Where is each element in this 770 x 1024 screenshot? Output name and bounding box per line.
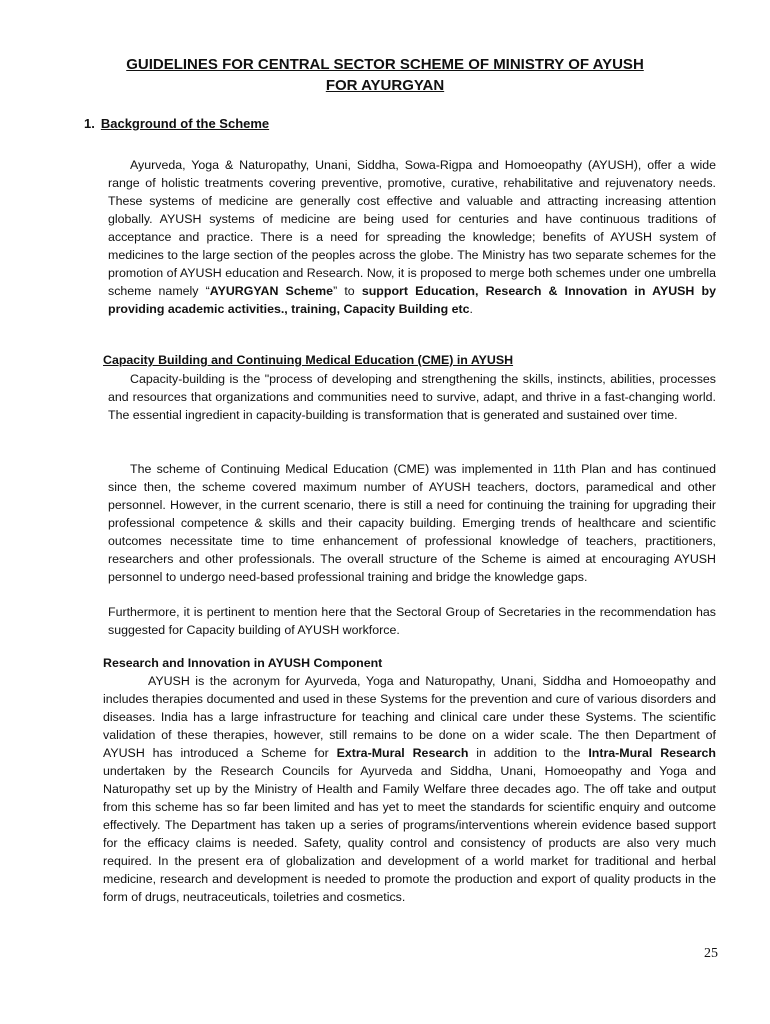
scheme-purpose: support Education, Research & Innovation in AYUSH by providing academic activities., training, Capacity Building etc	[108, 284, 716, 316]
page-number: 25	[704, 946, 718, 961]
cme-paragraph-1: Capacity-building is the "process of developing and strengthening the skills, instincts, abilities, processes and resources that organizations and communities need to survive, adapt, and thrive in a fast-changing world. The essential ingredient in capacity-building is transformation that is generated and sustained over time.	[108, 372, 716, 422]
cme-heading: Capacity Building and Continuing Medical Education (CME) in AYUSH	[103, 353, 514, 367]
cme-paragraph-3: Furthermore, it is pertinent to mention here that the Sectoral Group of Secretaries in the recommendation has suggested for Capacity building of AYUSH workforce.	[108, 605, 716, 637]
scheme-name: AYURGYAN Scheme	[209, 284, 334, 298]
cme-paragraph-2: The scheme of Continuing Medical Education (CME) was implemented in 11th Plan and has continued since then, the scheme covered maximum number of AYUSH teachers, doctors, paramedical and other personnel. However, in the current scenario, there is still a need for continuing the training for upgrading their professional competence & skills and their capacity building. Emerging trends of healthcare and scientific outcomes necessitate time to time enhancement of professional knowledge of teachers, practitioners, researchers and other professionals. The overall structure of the Scheme is aimed at encouraging AYUSH personnel to undergo need-based professional training and bridge the knowledge gaps.	[108, 462, 716, 584]
extra-mural-research: Extra-Mural Research	[336, 746, 469, 760]
intra-mural-research: Intra-Mural Research	[588, 746, 716, 760]
section-heading-text: Background of the Scheme	[100, 116, 270, 131]
section-number: 1.	[84, 116, 95, 131]
research-paragraph: AYUSH is the acronym for Ayurveda, Yoga and Naturopathy, Unani, Siddha and Homoeopathy and includes therapies documented and used in these Systems for the prevention and cure of various disorders and diseases. India has a large infrastructure for teaching and clinical care under these Systems. The scientific validation of these therapies, however, still remains to be done on a wider scale. The then Department of AYUSH has introduced a Scheme for Extra-Mural Research in addition to the Intra-Mural Research undertaken by the Research Councils for Ayurveda and Siddha, Unani, Homoeopathy and Yoga and Naturopathy set up by the Ministry of Health and Family Welfare three decades ago. The off take and output from this scheme has so far been limited and has yet to meet the standards for scientific enquiry and outcome effectively. The Department has taken up a series of programs/interventions wherein evidence based support for the efficacy claims is needed. Safety, quality control and consistency of products are also very much required. In the present era of globalization and development of a world market for traditional and herbal medicine, research and development is needed to promote the production and export of quality products in the form of drugs, neutraceuticals, toiletries and cosmetics.	[103, 674, 716, 904]
title-line-1: GUIDELINES FOR CENTRAL SECTOR SCHEME OF MINISTRY OF AYUSH	[126, 56, 644, 73]
background-paragraph: Ayurveda, Yoga & Naturopathy, Unani, Siddha, Sowa-Rigpa and Homoeopathy (AYUSH), offer a wide range of holistic treatments covering preventive, promotive, curative, rehabilitative and rejuvenatory needs. These systems of medicine are generally cost effective and valuable and attracting increasing attention globally. AYUSH systems of medicine are being used for centuries and have continuous traditions of acceptance and practice. There is a need for spreading the knowledge; benefits of AYUSH system of medicines to the large section of the peoples across the globe. The Ministry has two separate schemes for the promotion of AYUSH education and Research. Now, it is proposed to merge both schemes under one umbrella scheme namely “AYURGYAN Scheme” to support Education, Research & Innovation in AYUSH by providing academic activities., training, Capacity Building etc.	[108, 158, 716, 316]
section-heading-background	[84, 116, 269, 131]
title-line-2: FOR AYURGYAN	[325, 77, 445, 94]
research-heading: Research and Innovation in AYUSH Component	[103, 656, 383, 670]
document-title	[60, 54, 710, 96]
